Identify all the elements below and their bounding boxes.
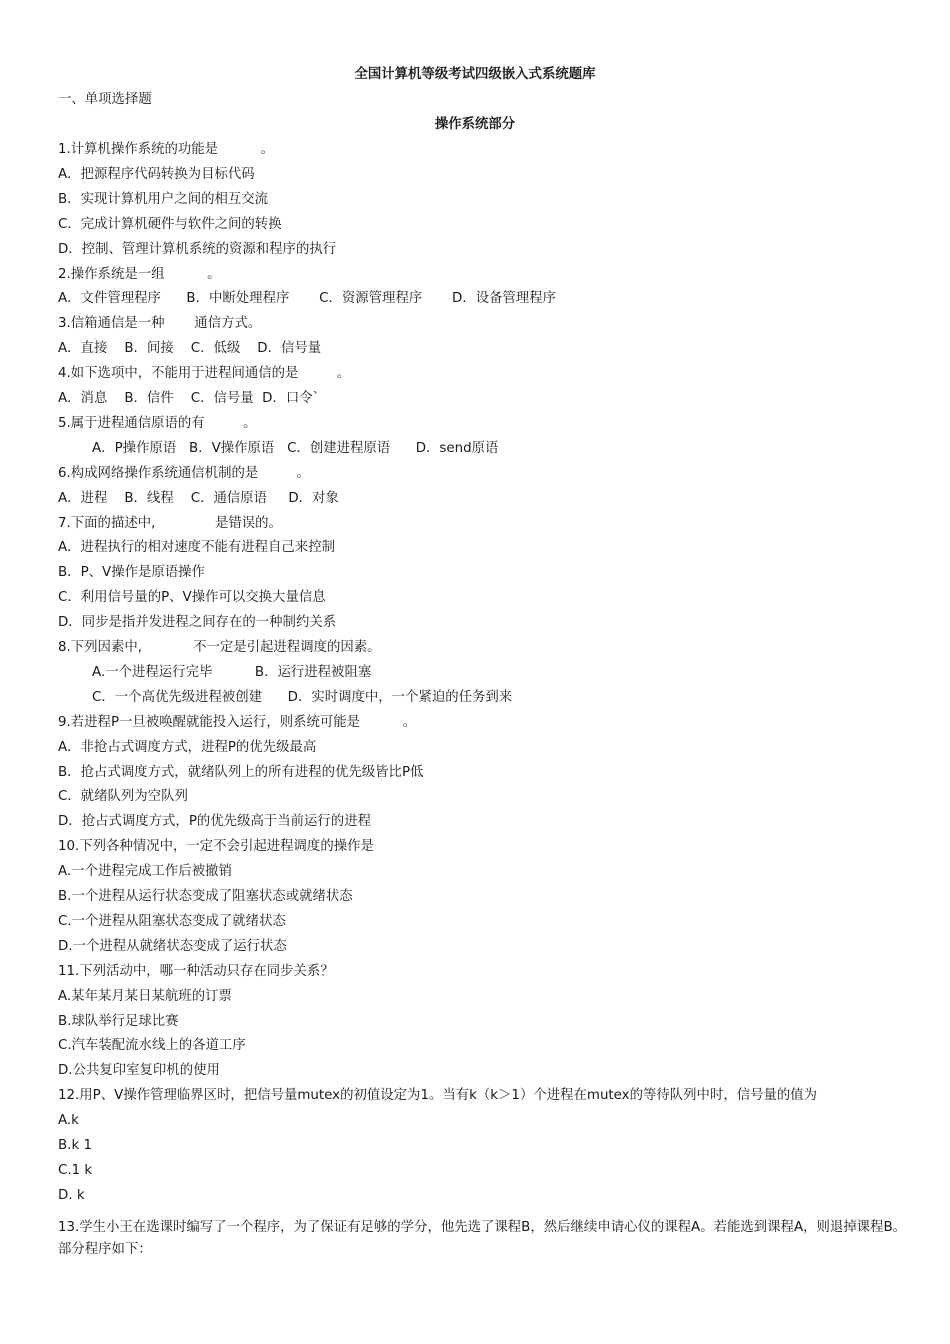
document-line: 9.若进程P一旦被唤醒就能投入运行，则系统可能是 。 [58,714,417,730]
document-line: D．同步是指并发进程之间存在的一种制约关系 [58,615,337,631]
document-line: A.k [58,1113,79,1129]
document-line: A．进程执行的相对速度不能有进程自己来控制 [58,540,335,556]
document-line: 2.操作系统是一组 。 [58,266,221,282]
document-line: C．完成计算机硬件与软件之间的转换 [58,216,282,232]
document-line: 6.构成网络操作系统通信机制的是 。 [58,465,310,481]
document-title: 全国计算机等级考试四级嵌入式系统题库 [354,67,596,82]
document-line: D．控制、管理计算机系统的资源和程序的执行 [58,241,337,257]
document-line: C．利用信号量的P、V操作可以交换大量信息 [58,590,326,606]
document-line: A．消息 B．信件 C．信号量 D．口令` [58,391,320,406]
document-line: D.公共复印室复印机的使用 [58,1063,220,1079]
document-line: 12.用P、V操作管理临界区时，把信号量mutex的初值设定为1。当有k（k＞1）个进程在mutex的等待队列中时，信号量的值为 [58,1088,818,1104]
document-line: A．文件管理程序 B．中断处理程序 C．资源管理程序 D．设备管理程序 [58,291,557,307]
document-line: B.球队举行足球比赛 [58,1013,179,1029]
document-line: C．就绪队列为空队列 [58,789,188,805]
document-line: C.一个进程从阻塞状态变成了就绪状态 [58,913,286,929]
document-line: 7.下面的描述中, 是错误的。 [58,515,282,531]
document-line: B.一个进程从运行状态变成了阻塞状态或就绪状态 [58,889,353,904]
document-line: C．一个高优先级进程被创建 D．实时调度中，一个紧迫的任务到来 [58,689,513,705]
document-line: D.一个进程从就绪状态变成了运行状态 [58,938,287,954]
document-line: C.汽车装配流水线上的各道工序 [58,1038,246,1054]
subsection-heading: 操作系统部分 [434,117,516,132]
document-line: 3.信箱通信是一种 通信方式。 [58,316,262,332]
document-line: 8.下列因素中, 不一定是引起进程调度的因素。 [58,640,381,655]
document-line: D．抢占式调度方式，P的优先级高于当前运行的进程 [58,814,371,830]
document-line: A．P操作原语 B．V操作原语 C．创建进程原语 D．send原语 [58,440,499,456]
document-line: C.1 k [58,1162,93,1178]
document-line: 1.计算机操作系统的功能是 。 [58,142,275,157]
document-line: A．进程 B．线程 C．通信原语 D．对象 [58,490,339,506]
document-line: D. k [58,1187,85,1203]
document-line: B．抢占式调度方式，就绪队列上的所有进程的优先级皆比P低 [58,764,424,780]
document-line: 10.下列各种情况中，一定不会引起进程调度的操作是 [58,839,374,855]
document-line: A.一个进程运行完毕 B．运行进程被阻塞 [58,664,372,680]
document-line: A.某年某月某日某航班的订票 [58,988,232,1004]
document-line: A．直接 B．间接 C．低级 D．信号量 [58,341,322,357]
document-line: B．实现计算机用户之间的相互交流 [58,191,269,207]
document-line: A．把源程序代码转换为目标代码 [58,166,255,182]
document-line: 11.下列活动中，哪一种活动只存在同步关系？ [58,963,334,979]
document-line: B.k 1 [58,1138,92,1153]
section-heading: 一、单项选择题 [58,92,152,107]
document-line: A.一个进程完成工作后被撤销 [58,864,232,880]
document-line: 4.如下选项中，不能用于进程间通信的是 。 [58,366,351,382]
document-line: A．非抢占式调度方式，进程P的优先级最高 [58,739,317,755]
question-13-text: 13.学生小王在选课时编写了一个程序，为了保证有足够的学分，他先选了课程B，然后继续申请心仪的课程A。若能选到课程A，则退掉课程B。部分程序如下： [58,1220,907,1257]
document-line: B．P、V操作是原语操作 [58,565,205,581]
document-line: 5.属于进程通信原语的有 。 [58,415,257,431]
